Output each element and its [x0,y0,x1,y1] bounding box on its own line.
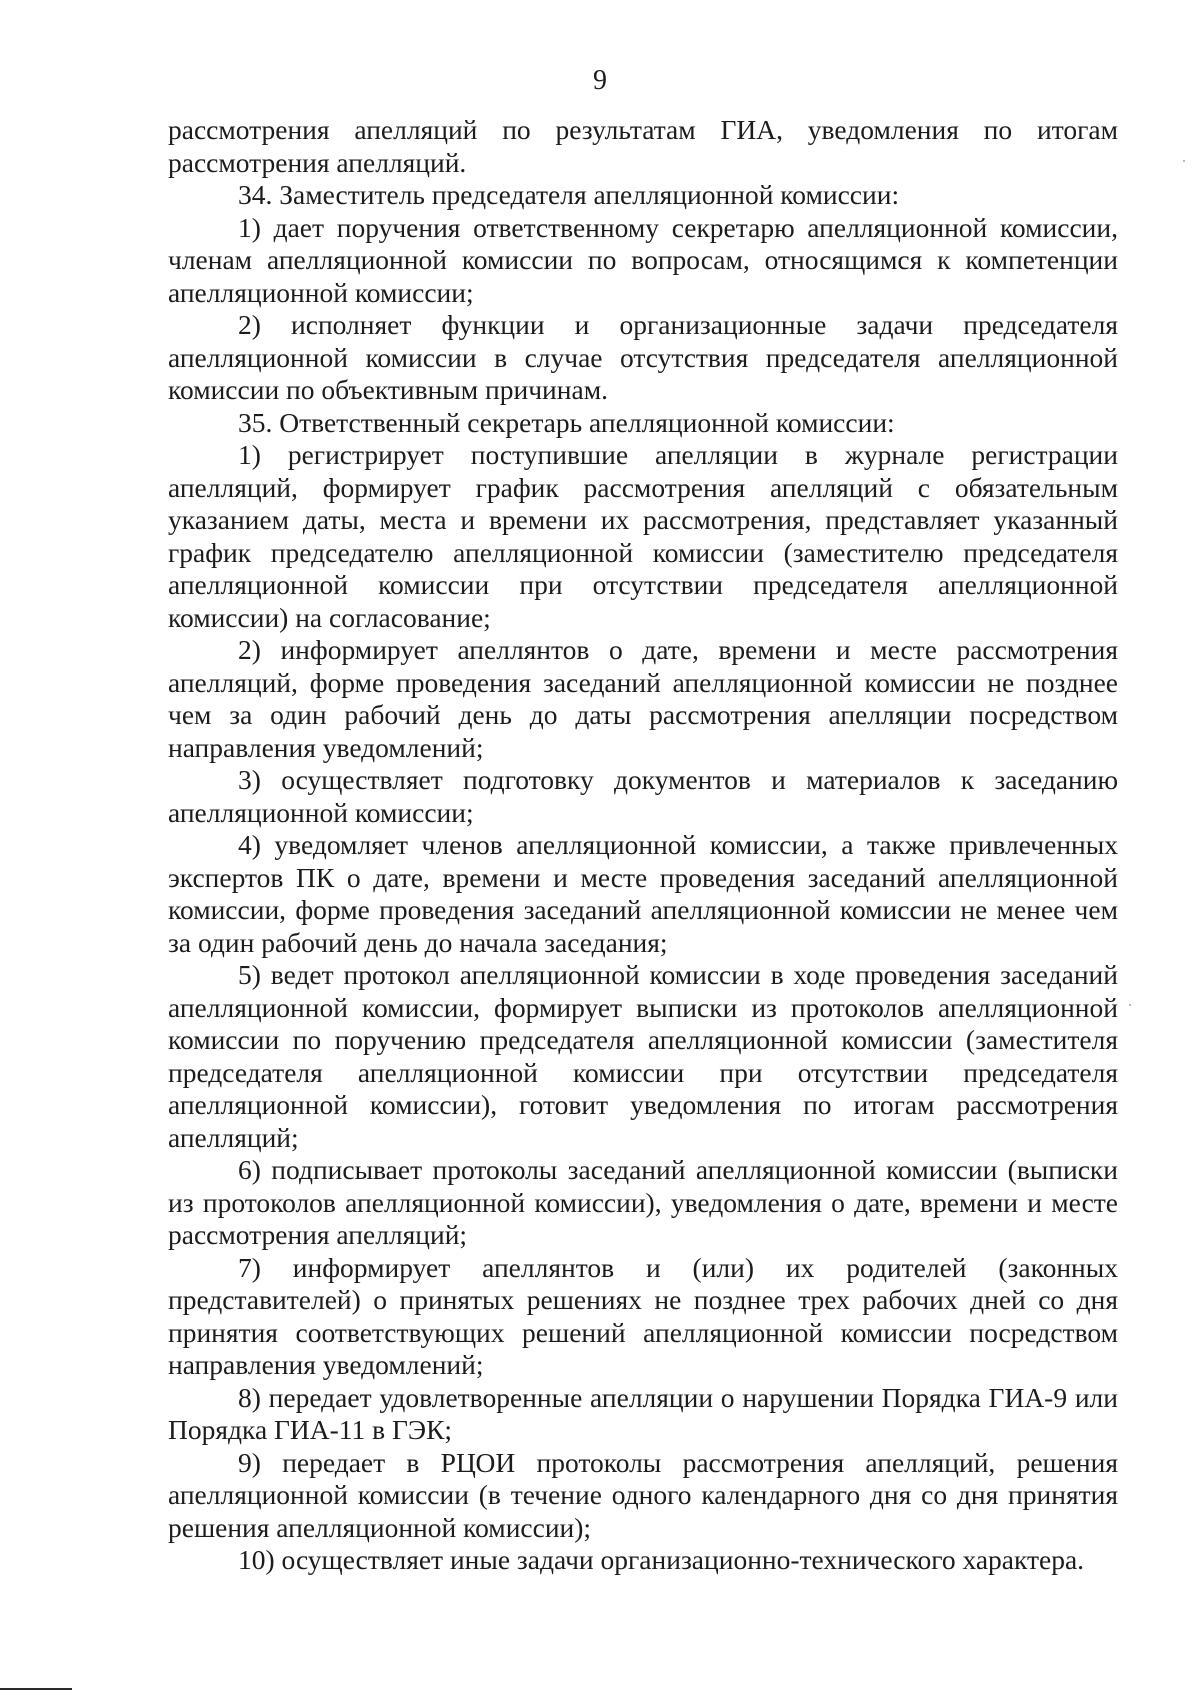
paragraph-section-34-item-2: 2) исполняет функции и организационные задачи председателя апелляционной комиссии в случае отсутствия председателя апелляционной комиссии по объективным причинам. [168,309,1118,405]
page-number: 9 [593,65,607,96]
scan-speck [1129,1004,1131,1006]
paragraph-section-35-item-9: 9) передает в РЦОИ протоколы рассмотрения апелляций, решения апелляционной комиссии (в течение одного календарного дня со дня принятия решения апелляционной комиссии); [168,1446,1118,1543]
paragraph-section-35-heading: 35. Ответственный секретарь апелляционной комиссии: [238,406,895,438]
paragraph-section-35-item-1: 1) регистрирует поступившие апелляции в журнале регистрации апелляций, формирует график рассмотрения апелляций с обязательным указанием даты, места и времени их рассмотрения, представляет указанный график председателю апелляционной комиссии (заместителю председателя апелляционной комиссии при отсутствии председателя апелляционной комиссии) на согласование; [168,439,1118,633]
document-body [168,114,1118,1577]
paragraph-continuation: рассмотрения апелляций по результатам ГИА, уведомления по итогам рассмотрения апелляций. [168,114,1118,178]
paragraph-section-35-item-10: 10) осуществляет иные задачи организационно-технического характера. [238,1544,1085,1575]
paragraph-section-35-item-5: 5) ведет протокол апелляционной комиссии в ходе проведения заседаний апелляционной комиссии, формирует выписки из протоколов апелляционной комиссии по поручению председателя апелляционной комиссии (заместителя председателя апелляционной комиссии при отсутствии председателя апелляционной комиссии), готовит уведомления по итогам рассмотрения апелляций; [168,959,1118,1153]
paragraph-section-35-item-2: 2) информирует апеллянтов о дате, времени и месте рассмотрения апелляций, форме проведения заседаний апелляционной комиссии не позднее чем за один рабочий день до даты рассмотрения апелляции посредством направления уведомлений; [168,634,1118,763]
paragraph-section-35-item-7: 7) информирует апеллянтов и (или) их родителей (законных представителей) о принятых решениях не позднее трех рабочих дней со дня принятия соответствующих решений апелляционной комиссии посредством направления уведомлений; [168,1251,1118,1380]
paragraph-section-35-item-6: 6) подписывает протоколы заседаний апелляционной комиссии (выписки из протоколов апелляционной комиссии), уведомления о дате, времени и месте рассмотрения апелляций; [168,1154,1118,1250]
paragraph-section-35-item-3: 3) осуществляет подготовку документов и материалов к заседанию апелляционной комиссии; [168,764,1118,828]
paragraph-section-35-item-4: 4) уведомляет членов апелляционной комиссии, а также привлеченных экспертов ПК о дате, времени и месте проведения заседаний апелляционной комиссии, форме проведения заседаний апелляционной комиссии не менее чем за один рабочий день до начала заседания; [168,829,1118,958]
paragraph-section-34-item-1: 1) дает поручения ответственному секретарю апелляционной комиссии, членам апелляционной комиссии по вопросам, относящимся к компетенции апелляционной комиссии; [168,211,1118,308]
scan-edge-mark [0,1688,72,1690]
paragraph-section-34-heading: 34. Заместитель председателя апелляционной комиссии: [238,179,900,210]
paragraph-section-35-item-8: 8) передает удовлетворенные апелляции о нарушении Порядка ГИА-9 или Порядка ГИА-11 в ГЭК; [168,1381,1118,1445]
scan-speck [1183,160,1185,162]
